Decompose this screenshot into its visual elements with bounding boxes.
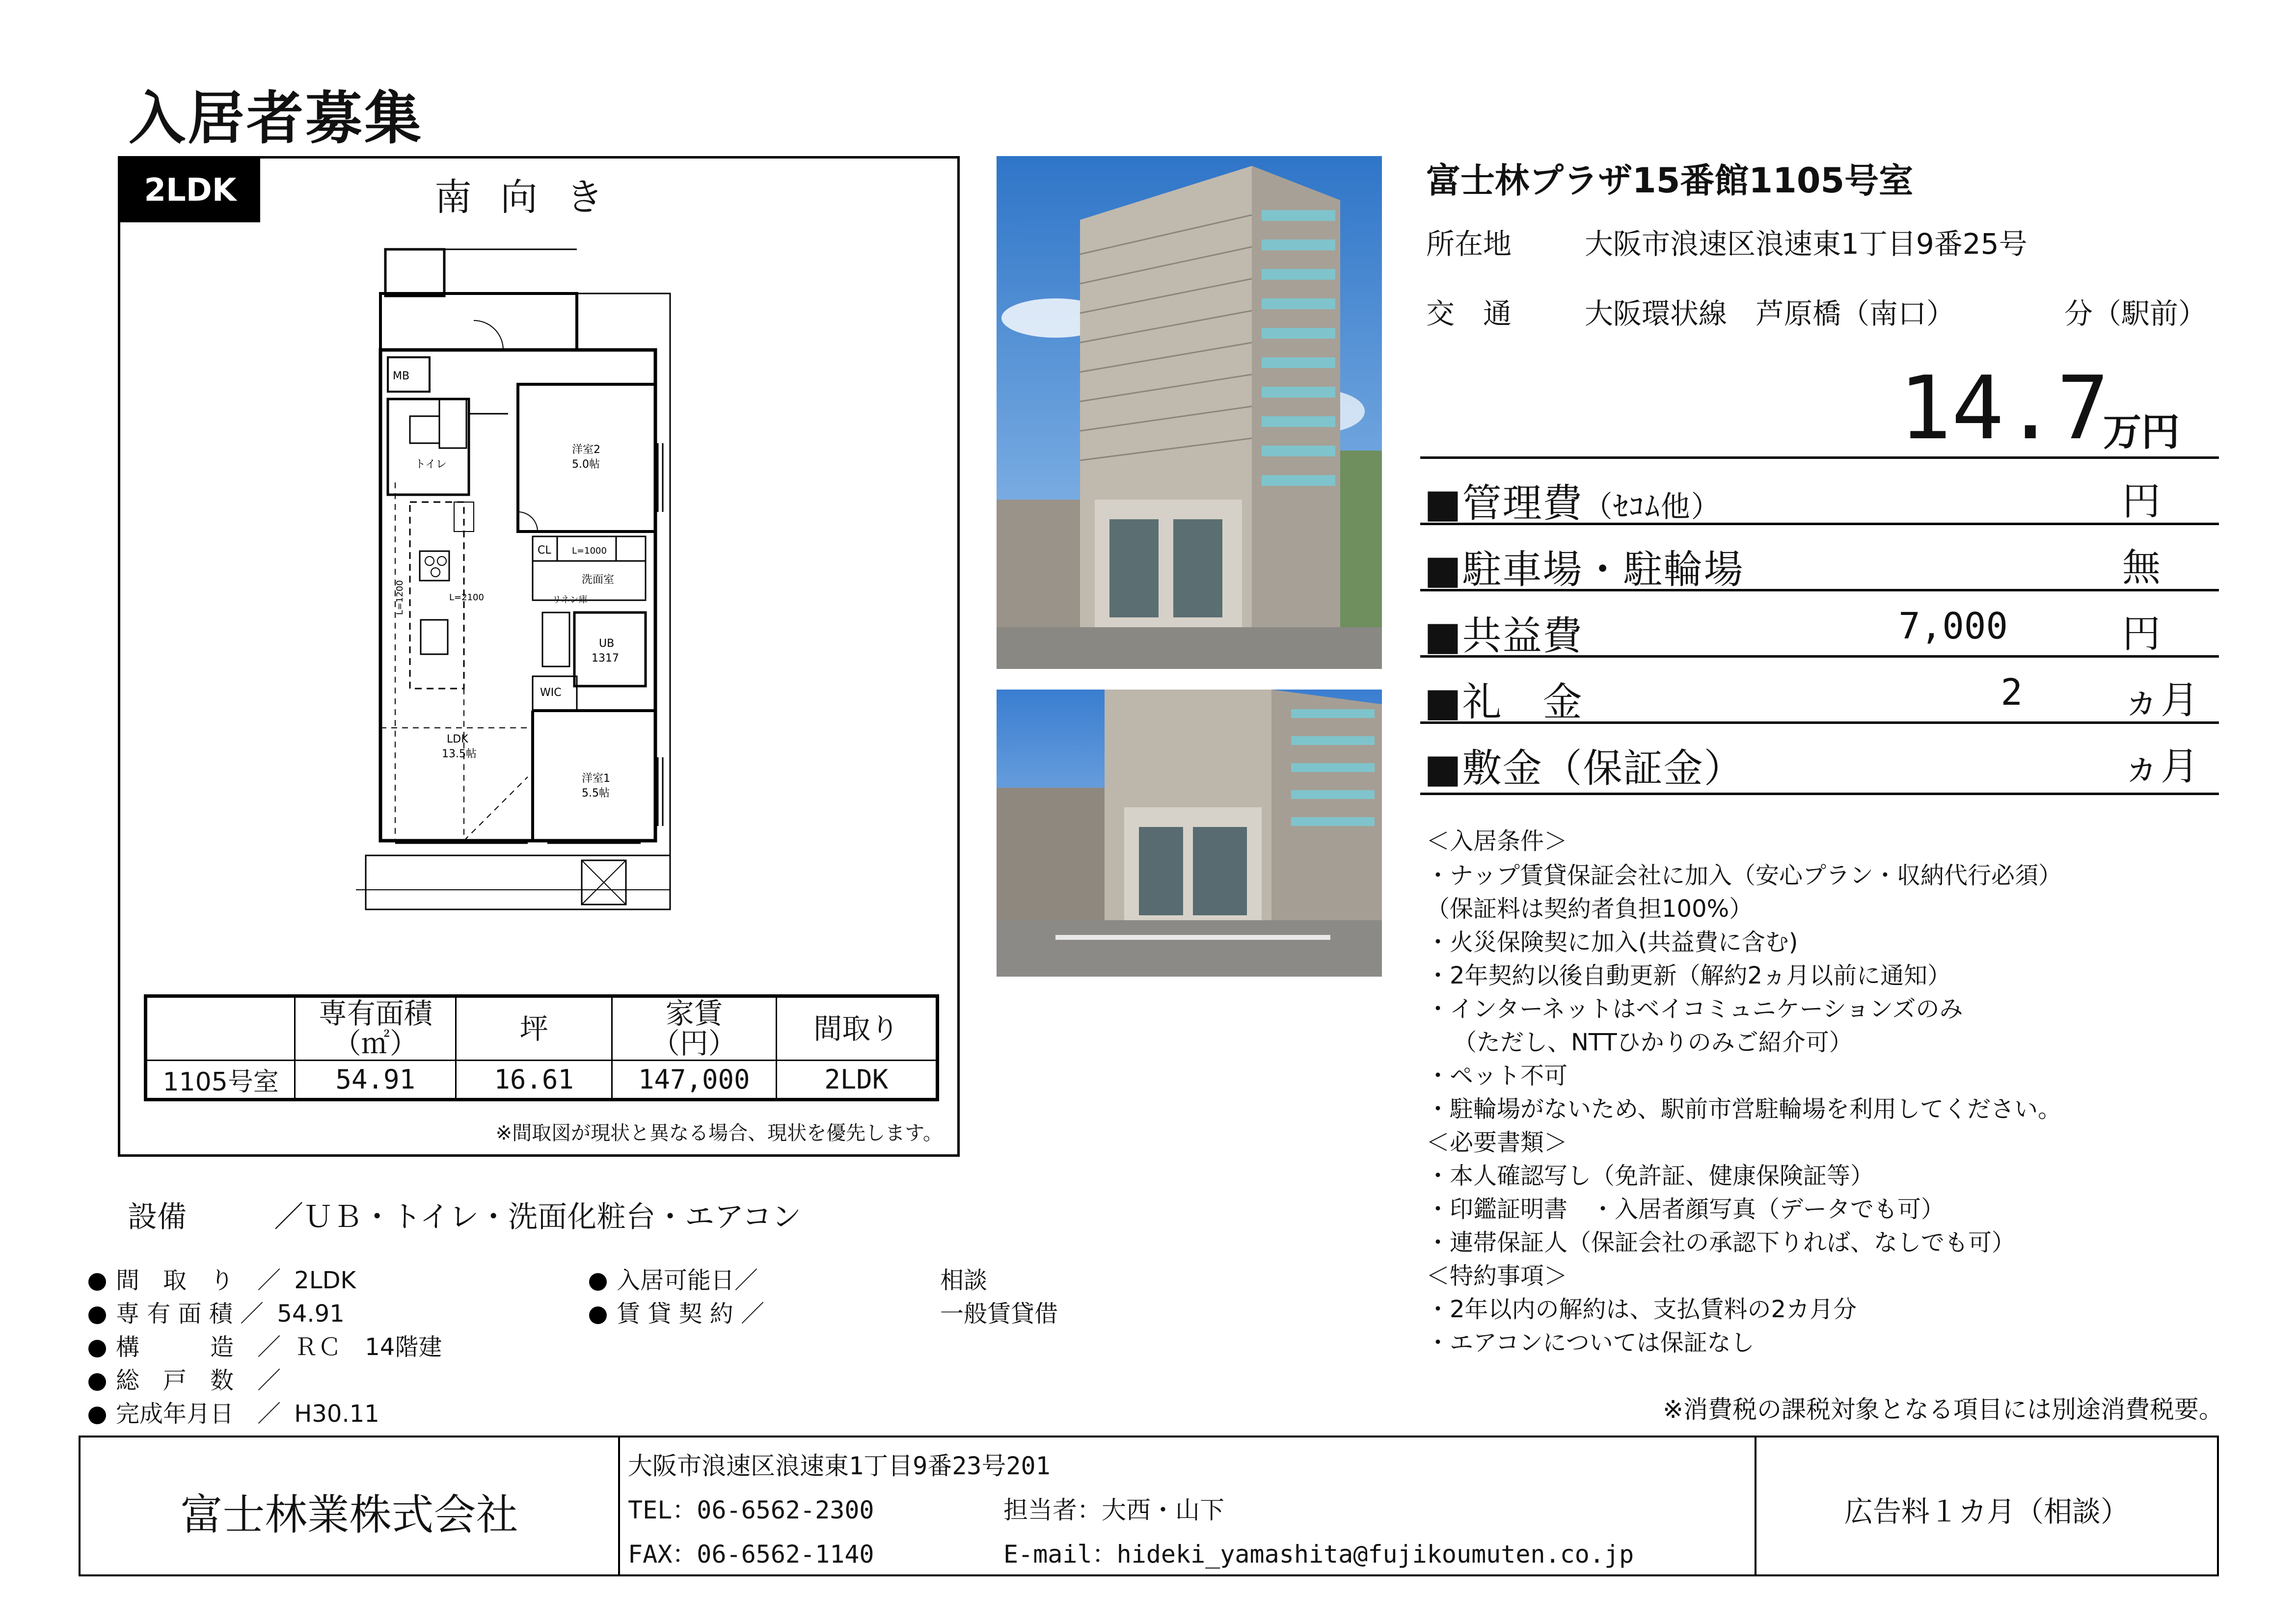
- access-time: 分（駅前）: [2064, 297, 2207, 330]
- wic-label: WIC: [540, 687, 562, 699]
- fee-label: ■礼 金: [1424, 679, 1583, 725]
- table-cell: 2LDK: [776, 1061, 938, 1100]
- floor-plan-panel: [118, 156, 960, 1157]
- condition-item: ・火災保険契に加入(共益費に含む): [1426, 929, 1798, 956]
- fee-unit: ヵ月: [2122, 745, 2199, 789]
- spec-value: 2LDK: [294, 1267, 356, 1294]
- equipment-label: 設備: [128, 1200, 187, 1234]
- floor-plan-note: ※間取図が現状と異なる場合、現状を優先します。: [495, 1122, 943, 1144]
- fee-row-deposit: [1420, 721, 2219, 795]
- tax-note: ※消費税の課税対象となる項目には別途消費税要。: [1663, 1395, 2223, 1424]
- agency-fax: FAX：06-6562-1140: [628, 1540, 874, 1569]
- company-name: 富士林業株式会社: [180, 1490, 518, 1540]
- condition-item: ・2年契約以後自動更新（解約2ヵ月以前に通知）: [1426, 962, 1951, 989]
- condition-item: ・ペット不可: [1426, 1062, 1568, 1090]
- equipment-line: [128, 1194, 801, 1236]
- table-header-cell: 家賃 （円）: [612, 996, 776, 1061]
- condition-item: ・連帯保証人（保証会社の承認下りれば、なしでも可）: [1426, 1229, 2016, 1256]
- room2-size: 5.0帖: [572, 458, 600, 471]
- condition-item: ・本人確認写し（免許証、健康保険証等）: [1426, 1162, 1874, 1190]
- building-photo-corner: [997, 690, 1382, 977]
- location-label: 所在地: [1426, 227, 1512, 261]
- table-cell: 1105号室: [146, 1061, 295, 1100]
- room1-size: 5.5帖: [582, 787, 610, 799]
- rent-amount: 14.7: [1899, 357, 2109, 459]
- spec-units: [88, 1361, 287, 1395]
- bullet-icon: [589, 1273, 607, 1291]
- fee-row-parking: [1420, 523, 2219, 592]
- spec-value: H30.11: [294, 1400, 379, 1428]
- spec-label: 賃 貸 契 約 ／: [617, 1300, 765, 1328]
- linen-label: リネン庫: [552, 595, 588, 605]
- page-title: 入居者募集: [129, 85, 423, 152]
- bullet-icon: [88, 1407, 106, 1424]
- length-label-1200: L=1200: [395, 580, 405, 615]
- condition-item: ・2年以内の解約は、支払賃料の2カ月分: [1426, 1296, 1857, 1323]
- bullet-icon: [88, 1340, 106, 1357]
- table-cell: 54.91: [295, 1061, 456, 1100]
- fee-unit: 円: [2122, 479, 2161, 524]
- closet-label: CL: [538, 544, 551, 557]
- table-header-row: [146, 996, 938, 1061]
- fee-row-management: [1420, 456, 2219, 526]
- spec-label: 入居可能日／: [617, 1267, 758, 1294]
- floor-plan-drawing: [120, 237, 957, 978]
- condition-item: ・印鑑証明書 ・入居者顔写真（データでも可）: [1426, 1196, 1945, 1223]
- property-name: 富士林プラザ15番館1105号室: [1426, 160, 1914, 201]
- bullet-icon: [88, 1273, 106, 1291]
- length-label-1000: L=1000: [572, 546, 607, 556]
- fee-unit: 無: [2122, 546, 2161, 590]
- condition-item: ・エアコンについては保証なし: [1426, 1329, 1755, 1357]
- building-photo-front: [997, 156, 1382, 669]
- spec-value: 54.91: [277, 1300, 345, 1328]
- spec-label: 総 戸 数 ／: [116, 1367, 281, 1394]
- spec-contract: [589, 1295, 764, 1329]
- table-header-cell: 間取り: [776, 996, 938, 1061]
- agency-staff: 担当者：大西・山下: [1003, 1496, 1224, 1524]
- facing-direction: 南向き: [434, 175, 632, 219]
- table-cell: 147,000: [612, 1061, 776, 1100]
- table-header-cell: [146, 996, 295, 1061]
- access-label: 交 通: [1426, 297, 1512, 330]
- table-row: [146, 1061, 938, 1100]
- fee-row-common: [1420, 589, 2219, 659]
- footer-divider: [618, 1437, 620, 1574]
- agency-address: 大阪市浪速区浪速東1丁目9番23号201: [628, 1452, 1051, 1480]
- fee-label: ■駐車場・駐輪場: [1424, 547, 1744, 592]
- spec-layout: [88, 1261, 356, 1295]
- unit-summary-table: [144, 994, 939, 1101]
- fee-row-key-money: [1420, 655, 2219, 725]
- length-label-2100: L=2100: [449, 592, 484, 603]
- bullet-icon: [88, 1373, 106, 1391]
- condition-heading: ＜入居条件＞: [1426, 827, 1568, 855]
- mb-label: MB: [393, 370, 410, 382]
- bullet-icon: [88, 1306, 106, 1324]
- spec-area: [88, 1295, 345, 1329]
- agency-tel[interactable]: TEL：06-6562-2300: [628, 1496, 874, 1524]
- agency-footer: [79, 1436, 2219, 1576]
- washroom-label: 洗面室: [582, 574, 615, 586]
- ub-size: 1317: [592, 652, 619, 665]
- fee-unit: ヵ月: [2122, 678, 2199, 722]
- fee-label-main: ■管理費: [1424, 480, 1583, 526]
- condition-heading: ＜特約事項＞: [1426, 1262, 1568, 1290]
- fee-label: ■共益費: [1424, 613, 1583, 659]
- fee-amount: 7,000: [1898, 605, 2008, 647]
- condition-item: ・インターネットはベイコミュニケーションズのみ: [1426, 995, 1963, 1023]
- ub-label: UB: [599, 638, 615, 650]
- condition-heading: ＜必要書類＞: [1426, 1129, 1568, 1156]
- table-cell: 16.61: [456, 1061, 612, 1100]
- table-header-cell: 専有面積 （㎡）: [295, 996, 456, 1061]
- rent-unit: 万円: [2103, 410, 2180, 454]
- condition-item: （保証料は契約者負担100%）: [1426, 895, 1753, 923]
- access-line: 大阪環状線 芦原橋（南口）: [1585, 297, 1955, 330]
- room1-name: 洋室1: [582, 772, 610, 785]
- bullet-icon: [589, 1306, 607, 1324]
- spec-label: 完成年月日 ／: [116, 1400, 281, 1428]
- spec-value: 相談: [940, 1267, 988, 1294]
- layout-type-badge: 2LDK: [120, 159, 260, 222]
- spec-structure: [88, 1328, 442, 1362]
- fee-label: [1424, 472, 1722, 528]
- table-header-cell: 坪: [456, 996, 612, 1061]
- spec-completion: [88, 1395, 379, 1429]
- ldk-size: 13.5帖: [442, 748, 477, 760]
- condition-item: ・ナップ賃貸保証会社に加入（安心プラン・収納代行必須）: [1426, 862, 2062, 889]
- location-value: 大阪市浪速区浪速東1丁目9番25号: [1585, 227, 2027, 261]
- spec-label: 専 有 面 積 ／: [116, 1300, 264, 1328]
- fee-label-note: （ｾｺﾑ他）: [1583, 490, 1722, 524]
- ad-fee: 広告料１カ月（相談）: [1844, 1495, 2129, 1528]
- condition-item: ・駐輪場がないため、駅前市営駐輪場を利用してください。: [1426, 1095, 2062, 1123]
- equipment-value: ／ＵＢ・トイレ・洗面化粧台・エアコン: [274, 1200, 802, 1234]
- room2-name: 洋室2: [572, 444, 600, 456]
- agency-email[interactable]: E-mail：hideki_yamashita@fujikoumuten.co.jp: [1003, 1540, 1634, 1569]
- spec-value: ＲＣ 14階建: [294, 1333, 442, 1361]
- ldk-name: LDK: [447, 733, 468, 745]
- spec-label: 間 取 り ／: [116, 1267, 281, 1294]
- toilet-label: トイレ: [415, 458, 447, 471]
- fee-label: ■敷金（保証金）: [1424, 745, 1744, 791]
- fee-amount: 2: [2000, 671, 2023, 714]
- spec-move-in: [589, 1261, 758, 1295]
- spec-label: 構 造 ／: [116, 1333, 281, 1361]
- condition-item: （ただし、NTTひかりのみご紹介可）: [1453, 1029, 1853, 1056]
- fee-unit: 円: [2122, 612, 2161, 656]
- spec-value: 一般賃貸借: [940, 1300, 1058, 1328]
